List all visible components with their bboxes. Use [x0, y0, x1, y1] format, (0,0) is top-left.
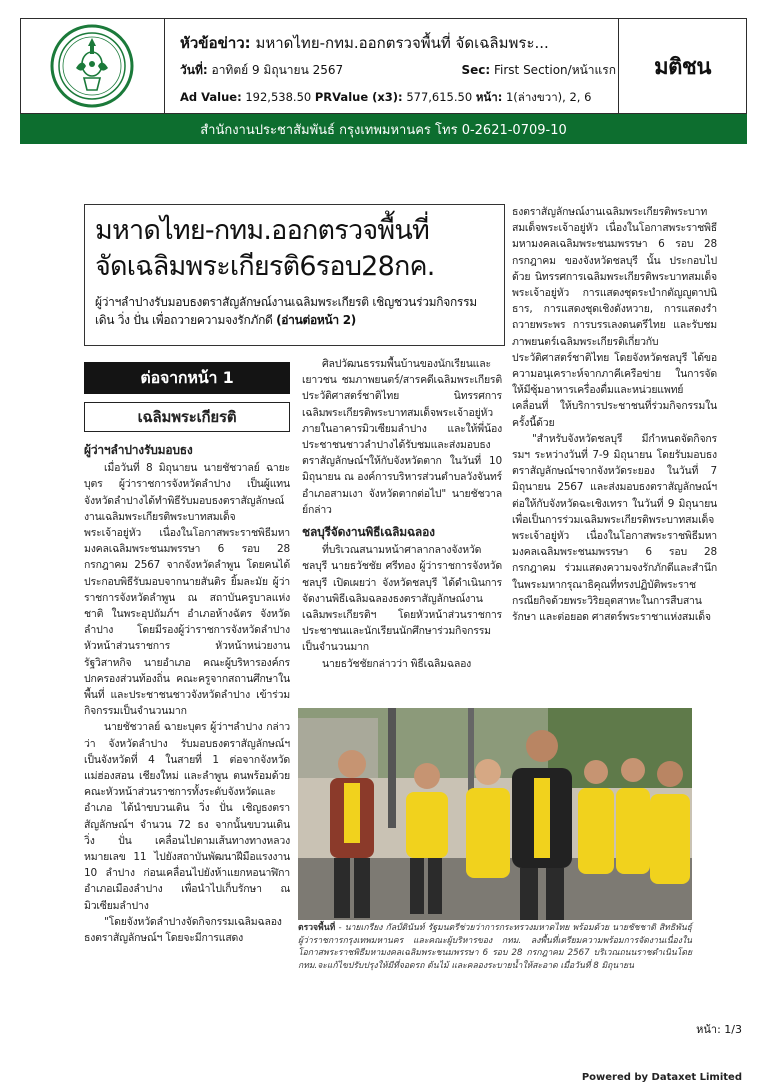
paragraph: เมื่อวันที่ 8 มิถุนายน นายชัชวาลย์ ฉายะบุตร ผู้ว่าราชการจังหวัดลำปาง เป็นผู้แทนจังหวัดลำปางได้ทำพิธีรับมอบธงตราสัญลักษณ์งานเฉลิมพระเกียรติพระบาทสมเด็จพระเจ้าอยู่หัว เนื่องในโอกาสพระราชพิธีมหามงคลเฉลิมพระชนมพรรษา 6 รอบ 28 กรกฎาคม 2567 จากจังหวัดลำพูน โดยคนได้ประกอบพิธีรับมอบจากนายสันติร ยิ้มละมัย ผู้ว่าราชการจังหวัดลำพูน ณ สถาบันครูบาลแห่งชาติ ในพระอุปถัมภ์ฯ อำเภอห้างฉัตร จังหวัดลำปาง โดยมีรองผู้ว่าราชการจังหวัดลำปาง หัวหน้าส่วนราชการ หัวหน้าหน่วยงานรัฐวิสาหกิจ นายอำเภอ คณะผู้บริหารองค์กรปกครองส่วนท้องถิ่น คณะครูจากสถานศึกษาในพื้นที่ และประชาชนชาวจังหวัดลำปาง เข้าร่วมกิจกรรมเป็นจำนวนมาก: [84, 462, 290, 718]
continued-note: (อ่านต่อหน้า 2): [276, 313, 356, 327]
logo-box: [21, 19, 165, 113]
pr-value-label: PRValue (x3):: [314, 90, 403, 104]
section-row: [461, 61, 616, 80]
section-label: Sec:: [461, 63, 491, 77]
continued-from-banner: ต่อจากหน้า 1: [84, 362, 290, 394]
title-line-2: จัดเฉลิมพระเกียรติ6รอบ28กค.: [95, 251, 435, 282]
bma-seal-logo: [50, 24, 134, 108]
section-title: เฉลิมพระเกียรติ: [84, 402, 290, 432]
subhead-chonburi: ชลบุรีจัดงานพิธีเฉลิมฉลอง: [302, 525, 435, 540]
date-row: [180, 61, 343, 80]
column-2: [302, 356, 502, 672]
pr-value: 577,615.50: [406, 90, 473, 104]
headline-row: [180, 31, 549, 55]
clipping-header: [20, 18, 747, 114]
office-contact-bar: สำนักงานประชาสัมพันธ์ กรุงเทพมหานคร โทร 0-2621-0709-10: [20, 114, 747, 144]
subtitle: [95, 293, 494, 329]
caption-label: ตรวจพื้นที่: [298, 923, 336, 933]
powered-by: Powered by Dataxet Limited: [581, 1072, 742, 1083]
paragraph: ที่บริเวณสนามหน้าศาลากลางจังหวัดชลบุรี นายธวัชชัย ศรีทอง ผู้ว่าราชการจังหวัดชลบุรี เปิดเผยว่า จังหวัดชลบุรี ได้ดำเนินการจัดงานพิธีเฉลิมฉลองธงตราสัญลักษณ์งานเฉลิมพระเกียรติฯ โดยหัวหน้าส่วนราชการ ประชาชนและนักเรียนนักศึกษาร่วมกิจกรรมเป็นจำนวนมาก: [302, 544, 502, 654]
news-photo: [298, 708, 692, 920]
paragraph: ธงตราสัญลักษณ์งานเฉลิมพระเกียรติพระบาทสมเด็จพระเจ้าอยู่หัว เนื่องในโอกาสพระราชพิธีมหามงคลเฉลิมพระชนมพรรษา 6 รอบ 28 กรกฎาคม ของจังหวัดชลบุรี นั้น ประกอบไปด้วย นิทรรศการเฉลิมพระเกียรติพระบาทสมเด็จพระเจ้าอยู่หัว การแสดงชุดระบำกตัญญูตาปนิธาร, การแสดงชุดเชิงดังหวาย, การแสดงรำถวายพระพร การบรรเลงดนตรีไทย และรับชมภาพยนตร์เฉลิมพระเกียรติเกี่ยวกับประวัติศาสตร์ชาติไทย โดยจังหวัดชลบุรี ได้ขอความอนุเคราะห์จากภาคีเครือข่าย ในการจัดให้มีซุ้มอาหารเครื่องดื่มและหน่วยแพทย์เคลื่อนที่ ให้บริการประชาชนที่ร่วมกิจกรรมในครั้งนี้ด้วย: [512, 206, 717, 429]
page-value: 1(ล่างขวา), 2, 6: [505, 90, 592, 104]
column-3: [512, 204, 717, 625]
title-line-1: มหาดไทย-กทม.ออกตรวจพื้นที่: [95, 215, 430, 246]
page-label: หน้า:: [475, 90, 503, 104]
headline-label: หัวข้อข่าว:: [180, 34, 251, 52]
section-value: First Section/หน้าแรก: [494, 63, 616, 77]
date-label: วันที่:: [180, 63, 208, 77]
subhead-lampang: ผู้ว่าฯลำปางรับมอบธง: [84, 443, 193, 457]
paragraph: นายธวัชชัยกล่าวว่า พิธีเฉลิมฉลอง: [322, 657, 472, 670]
photo-illustration: [298, 708, 692, 920]
value-row: [180, 89, 591, 107]
ad-value-label: Ad Value:: [180, 90, 242, 104]
header-info: [166, 19, 616, 113]
headline-box: [84, 204, 505, 346]
headline-text: มหาดไทย-กทม.ออกตรวจพื้นที่ จัดเฉลิมพระ...: [255, 34, 549, 52]
ad-value: 192,538.50: [245, 90, 312, 104]
page-indicator: หน้า: 1/3: [696, 1023, 742, 1036]
photo-caption: [298, 922, 692, 972]
subtitle-text: ผู้ว่าฯลำปางรับมอบธงตราสัญลักษณ์งานเฉลิมพระเกียรติ เชิญชวนร่วมกิจกรรม เดิน วิ่ง ปั่น เพื่อถวายความจงรักภักดี: [95, 295, 477, 327]
caption-text: - นายเกรียง กัลป์ตินันท์ รัฐมนตรีช่วยว่าการกระทรวงมหาดไทย พร้อมด้วย นายชัชชาติ สิทธิพันธุ์ ผู้ว่าราชการกรุงเทพมหานคร และคณะผู้บริหารของ กทม. ลงพื้นที่เตรียมความพร้อมการจัดงานเนื่องในโอกาสพระราชพิธีมหามงคลเฉลิมพระชนมพรรษา 6 รอบ 28 กรกฎาคม 2567 บริเวณถนนราชดำเนินโดย กทม.จะแก้ไขปรับปรุงให้มีที่จอดรถ ต้นไม้ และคลองระบายน้ำให้สะอาด เมื่อวันที่ 8 มิถุนายน: [298, 923, 692, 971]
date-value: อาทิตย์ 9 มิถุนายน 2567: [211, 63, 344, 77]
paragraph: "สำหรับจังหวัดชลบุรี มีกำหนดจัดกิจกรรมฯ ระหว่างวันที่ 7-9 มิถุนายน โดยรับมอบธงตราสัญลักษณ์ฯจากจังหวัดระยอง ในวันที่ 7 มิถุนายน 2567 และส่งมอบธงตราสัญลักษณ์ฯต่อให้กับจังหวัดฉะเชิงเทรา ในวันที่ 9 มิถุนายน เพื่อเป็นการร่วมเฉลิมพระเกียรติพระบาทสมเด็จพระเจ้าอยู่หัว เนื่องในโอกาสพระราชพิธีมหามงคลเฉลิมพระชนมพรรษา 6 รอบ 28 กรกฎาคม ร่วมแสดงความจงรักภักดีและสำนึกในพระมหากรุณาธิคุณที่ทรงปฏิบัติพระราชกรณียกิจด้วยพระวิริยอุตสาหะในการสืบสานรักษา และต่อยอด ศาสตร์พระราชาแห่งสมเด็จ: [512, 432, 717, 624]
column-1: [84, 362, 290, 946]
paragraph: นายชัชวาลย์ ฉายะบุตร ผู้ว่าฯลำปาง กล่าวว่า จังหวัดลำปาง รับมอบธงตราสัญลักษณ์ฯ เป็นจังหวัดที่ 4 ในสายที่ 1 ต่อจากจังหวัดแม่ฮ่องสอน เชียงใหม่ และลำพูน ตนพร้อมด้วยคณะหัวหน้าส่วนราชการทั้งระดับจังหวัดและอำเภอ ได้นำขบวนเดิน วิ่ง ปั่น เชิญธงตราสัญลักษณ์ฯ จำนวน 72 ธง จากนั้นขบวนเดิน วิ่ง ปั่น เคลื่อนไปตามเส้นทางทางหลวงหมายเลข 11 ไปยังสถาบันพัฒนาฝีมือแรงงาน 10 ลำปาง ก่อนเคลื่อนไปยังห้าแยกหอนาฬิกา อำเภอเมืองลำปาง เพื่อนำไปเก็บรักษา ณ มิวเซียมลำปาง: [84, 721, 290, 912]
publication-name: มติชน: [618, 19, 746, 113]
paragraph: ศิลปวัฒนธรรมพื้นบ้านของนักเรียนและเยาวชน ชมภาพยนตร์/สารคดีเฉลิมพระเกียรติประวัติศาสตร์ชาติไทย นิทรรศการเฉลิมพระเกียรติพระบาทสมเด็จพระเจ้าอยู่หัว ภายในอาคารมิวเซียมลำปาง และให้พี่น้องประชาชนชาวลำปางได้รับชมและส่งมอบธงตราสัญลักษณ์ฯให้กับจังหวัดตาก ในวันที่ 10 มิถุนายน ณ องค์การบริหารส่วนตำบลวังจันทร์ อำเภอสามเงา จังหวัดตากต่อไป" นายชัชวาลย์กล่าว: [302, 358, 502, 516]
paragraph: "โดยจังหวัดลำปางจัดกิจกรรมเฉลิมฉลองธงตราสัญลักษณ์ฯ โดยจะมีการแสดง: [84, 915, 282, 945]
